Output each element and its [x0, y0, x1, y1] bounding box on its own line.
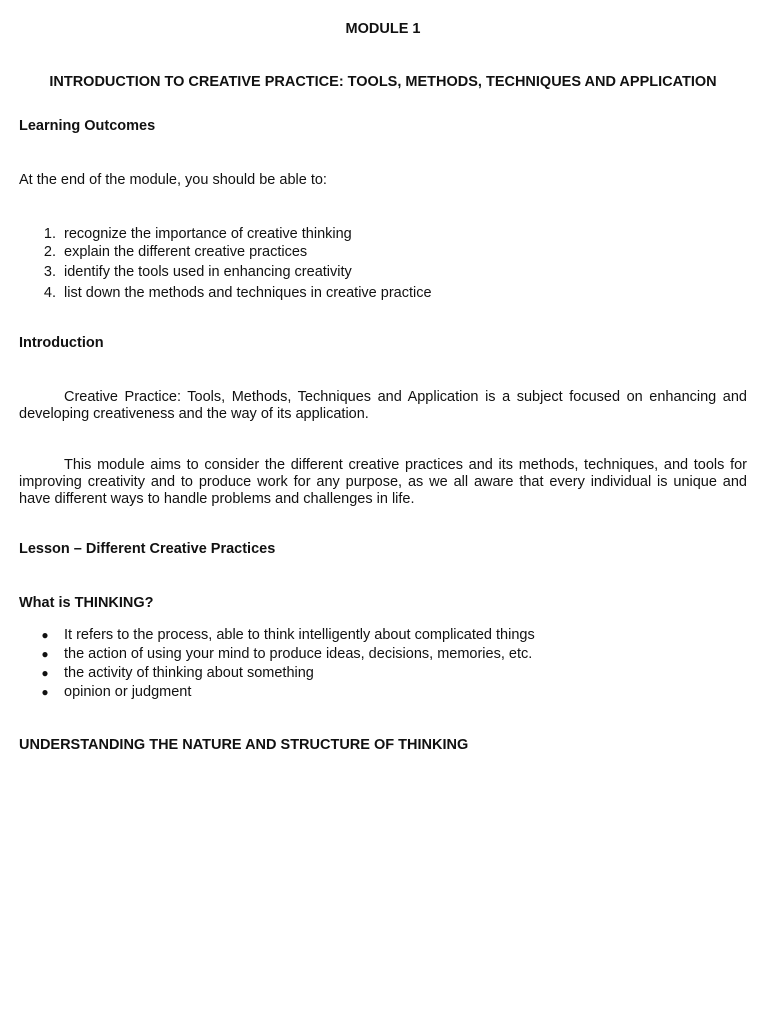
intro-paragraph: Creative Practice: Tools, Methods, Techniques and Application is a subject focused on enhancing and developing creativeness and the way of its application.: [19, 389, 747, 422]
outcome-number: 1.: [43, 226, 56, 242]
thinking-item-text: It refers to the process, able to think intelligently about complicated things: [64, 627, 535, 643]
outcome-number: 2.: [43, 244, 56, 260]
outcome-text: identify the tools used in enhancing creativity: [64, 264, 352, 280]
outcome-text: list down the methods and techniques in creative practice: [64, 285, 432, 301]
main-title: INTRODUCTION TO CREATIVE PRACTICE: TOOLS, METHODS, TECHNIQUES AND APPLICATION: [49, 74, 717, 90]
intro-paragraph: This module aims to consider the different creative practices and its methods, techniques, and tools for improving creativity and to produce work for any purpose, as we all aware that every individual is unique and have different ways to handle problems and challenges in life.: [19, 457, 747, 507]
bullet-icon: ●: [41, 647, 49, 661]
introduction-heading: Introduction: [19, 335, 104, 351]
learning-outcomes-heading: Learning Outcomes: [19, 118, 156, 134]
bullet-icon: ●: [41, 628, 49, 642]
learning-outcomes-intro: At the end of the module, you should be able to:: [19, 172, 327, 188]
outcome-number: 3.: [43, 264, 56, 280]
lesson-heading: Lesson – Different Creative Practices: [19, 541, 276, 557]
bullet-icon: ●: [41, 685, 49, 699]
module-title: MODULE 1: [345, 21, 421, 37]
section-heading: UNDERSTANDING THE NATURE AND STRUCTURE OF THINKING: [19, 737, 469, 753]
thinking-item-text: opinion or judgment: [64, 684, 192, 700]
thinking-item-text: the activity of thinking about something: [64, 665, 314, 681]
outcome-number: 4.: [43, 285, 56, 301]
thinking-heading: What is THINKING?: [19, 595, 154, 611]
outcome-text: recognize the importance of creative thinking: [64, 226, 352, 242]
outcome-text: explain the different creative practices: [64, 244, 308, 260]
thinking-item-text: the action of using your mind to produce ideas, decisions, memories, etc.: [64, 646, 533, 662]
bullet-icon: ●: [41, 666, 49, 680]
